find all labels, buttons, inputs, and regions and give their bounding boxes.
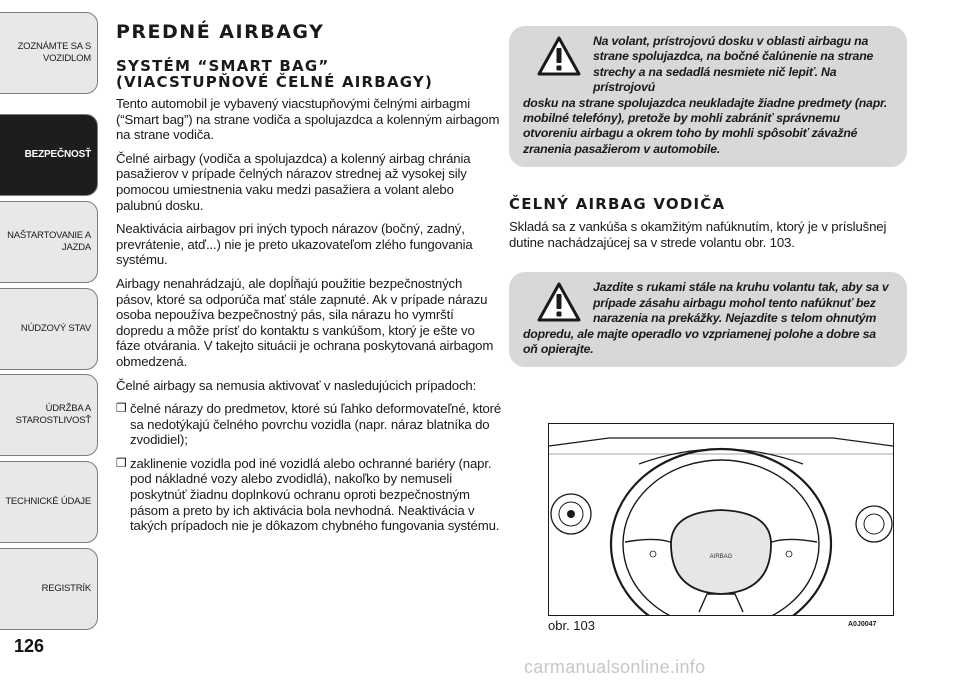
- bullet-text: zaklinenie vozidla pod iné vozidlá alebo ochranné bariéry (napr. pod nákladné vozy alebo zvodidlá), nakoľko by nemuseli poskytnúť žiadnu doplnkovú ochranu oproti bezpečnostným pásom a preto by ich aktivácia bola nevhodná. Neaktivácia v takých prípadoch nie je dôkazom chybného fungovania systému.: [130, 455, 500, 534]
- bullet-text: čelné nárazy do predmetov, ktoré sú ľahko deformovateľné, ktoré sa nedotýkajú čelného povrchu vozidla (napr. náraz blatníka do zvodidiel);: [130, 401, 502, 448]
- tab-label: ÚDRŽBA A STAROSTLIVOSŤ: [15, 403, 91, 426]
- subtitle-line-2: (VIACSTUPŇOVÉ ČELNÉ AIRBAGY): [116, 73, 434, 91]
- tab-maintenance[interactable]: [0, 374, 98, 456]
- tab-technical-data[interactable]: [0, 461, 98, 543]
- warning-triangle-icon: [537, 282, 581, 322]
- tab-emergency[interactable]: [0, 288, 98, 370]
- subsection-title: [116, 58, 502, 90]
- tab-label: NÚDZOVÝ STAV: [20, 323, 91, 334]
- warning-line: Na volant, prístrojovú dosku v oblasti airbagu na: [593, 34, 869, 48]
- right-column: [509, 26, 907, 367]
- paragraph-seat-belts: Airbagy nenahrádzajú, ale dopĺňajú použitie bezpečnostných pásov, ktoré sa odporúča mať stále zapnuté. Ak v prípade nárazu osoba nepoužíva bezpečnostný pás, sila nárazu ho vymrští dopredu a môže prísť do kontaktu s vankúšom, ktorý je ešte vo fáze otvárania. V takejto situácii je ochrana poskytovaná airbagom obmedzená.: [116, 275, 494, 369]
- driver-airbag-text: Skladá sa z vankúša s okamžitým nafúknutím, ktorý je v príslušnej dutine nachádzajúcej sa v strede volantu obr. 103.: [509, 219, 887, 250]
- steering-wheel-illustration: [549, 424, 893, 615]
- warning-box-hands: [509, 272, 907, 367]
- tab-safety[interactable]: [0, 114, 98, 196]
- tab-label: REGISTRÍK: [41, 583, 91, 594]
- tab-intro[interactable]: [0, 12, 98, 94]
- subtitle-line-1: SYSTÉM “SMART BAG”: [116, 57, 330, 75]
- warning-line: dosku na strane spolujazdca neukladajte žiadne predmety (napr. mobilné telefóny), pretože by mohli zabrániť správnemu otvoreniu airbagu a okrem toho by mohli spôsobiť závažné zranenia pasažierom v automobile.: [523, 95, 888, 156]
- warning-line: Jazdite s rukami stále na kruhu volantu tak, aby sa v: [593, 280, 889, 295]
- steering-wheel-figure: [548, 423, 894, 616]
- bullet-mark: ❒: [116, 455, 127, 470]
- tab-index[interactable]: [0, 548, 98, 630]
- paragraph-protection: Čelné airbagy (vodiča a spolujazdca) a kolenný airbag chránia pasažierov v prípade čelných nárazov strednej až vysokej sily pomocou umiestnenia vaku medzi pasažiera a volant alebo palubnú dosku.: [116, 150, 471, 213]
- driver-airbag-title: ČELNÝ AIRBAG VODIČA: [509, 195, 726, 214]
- bullet-mark: ❒: [116, 401, 127, 416]
- warning-line: strechy a na sedadlá nesmiete nič lepiť. Na prístrojovú: [593, 64, 837, 95]
- chapter-tabs: [0, 0, 100, 632]
- warning-line: narazenia na prekážky. Nejazdite s telom ohnutým: [593, 311, 877, 326]
- bullet-item: [116, 401, 502, 448]
- watermark: carmanualsonline.info: [524, 657, 706, 677]
- warning-line: dopredu, ale majte operadlo vo vzpriamenej polohe a dobre sa oň opierajte.: [523, 326, 876, 357]
- tab-label: NAŠTARTOVANIE A JAZDA: [7, 230, 91, 253]
- tab-label: ZOZNÁMTE SA S VOZIDLOM: [17, 41, 91, 64]
- section-title: PREDNÉ AIRBAGY: [116, 21, 325, 43]
- left-column: [116, 20, 502, 542]
- figure-code: A0J0047: [848, 621, 877, 628]
- page-number: 126: [14, 636, 45, 656]
- figure-caption: obr. 103: [548, 618, 595, 633]
- bullet-item: [116, 456, 502, 534]
- warning-line: strane spolujazdca, na bočné čalúnenie na strane: [593, 49, 874, 64]
- tab-label: BEZPEČNOSŤ: [24, 149, 91, 160]
- airbag-label: AIRBAG: [709, 554, 733, 560]
- paragraph-non-activation: Neaktivácia airbagov pri iných typoch nárazov (bočný, zadný, prevrátenie, atď...) nie je preto ukazovateľom zlého fungovania systému.: [116, 221, 473, 268]
- paragraph-intro: Tento automobil je vybavený viacstupňovými čelnými airbagmi (“Smart bag”) na strane vodiča a spolujazdca a kolenným airbagom na strane vodiča.: [116, 96, 500, 143]
- tab-starting-driving[interactable]: [0, 201, 98, 283]
- warning-box-stickers: [509, 26, 907, 167]
- tab-label: TECHNICKÉ ÚDAJE: [5, 496, 91, 507]
- warning-triangle-icon: [537, 36, 581, 76]
- paragraph-cases: Čelné airbagy sa nemusia aktivovať v nasledujúcich prípadoch:: [116, 377, 477, 393]
- warning-line: prípade zásahu airbagu mohol tento nafúknuť bez: [593, 295, 876, 310]
